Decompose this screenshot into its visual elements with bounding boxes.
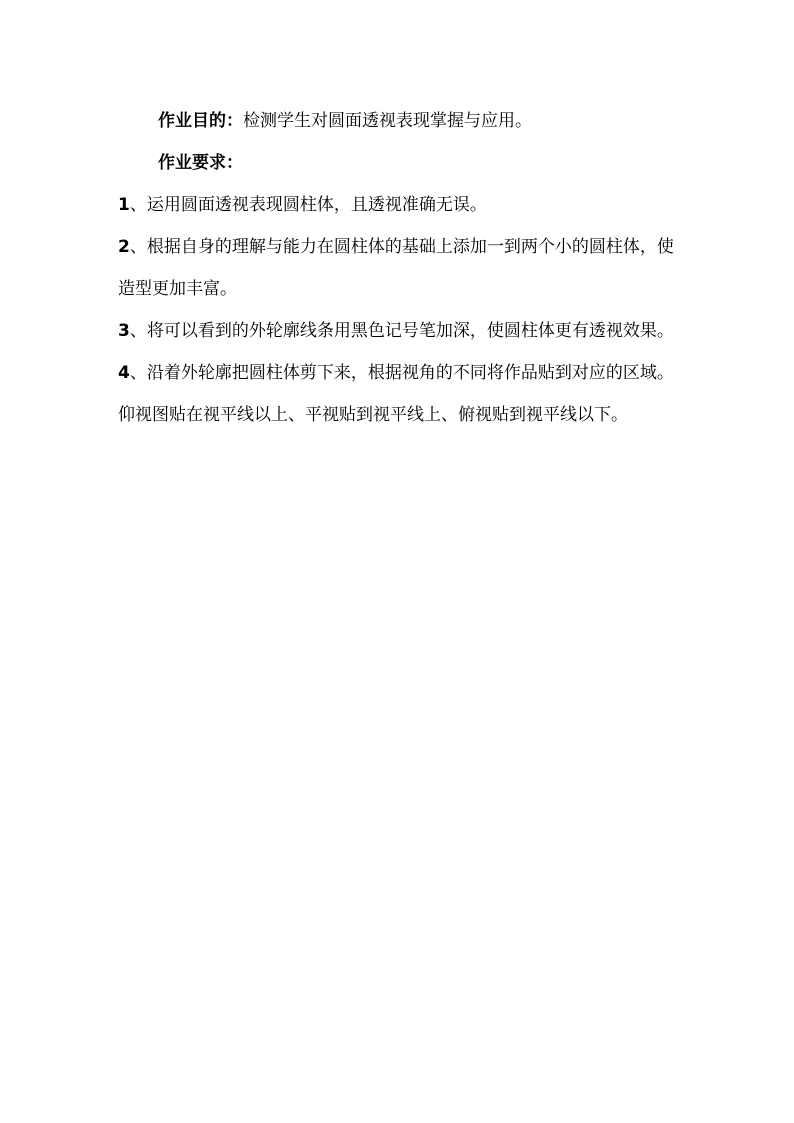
requirement-number: 3 [118, 321, 130, 341]
requirement-text: 沿着外轮廓把圆柱体剪下来，根据视角的不同将作品贴到对应的区域。仰视图贴在视平线以上、平视贴到视平线上、俯视贴到视平线以下。 [118, 363, 674, 425]
requirement-separator: 、 [129, 195, 147, 215]
requirement-number: 1 [118, 195, 130, 215]
requirement-text: 将可以看到的外轮廓线条用黑色记号笔加深，使圆柱体更有透视效果。 [146, 321, 674, 341]
purpose-text: 检测学生对圆面透视表现掌握与应用。 [243, 111, 532, 131]
document-body [118, 100, 684, 436]
purpose-paragraph [118, 100, 684, 142]
requirement-item-4 [118, 352, 684, 436]
requirement-separator: 、 [129, 237, 147, 257]
requirements-label: 作业要求： [158, 153, 243, 173]
requirement-text: 根据自身的理解与能力在圆柱体的基础上添加一到两个小的圆柱体，使造型更加丰富。 [118, 237, 674, 299]
requirements-heading [118, 142, 684, 184]
requirement-separator: 、 [129, 321, 147, 341]
requirement-item-1 [118, 184, 684, 226]
requirement-number: 4 [118, 363, 130, 383]
requirement-text: 运用圆面透视表现圆柱体，且透视准确无误。 [146, 195, 487, 215]
requirement-item-3 [118, 310, 684, 352]
requirement-item-2 [118, 226, 684, 310]
requirement-separator: 、 [129, 363, 147, 383]
requirement-number: 2 [118, 237, 130, 257]
purpose-label: 作业目的： [158, 111, 243, 131]
